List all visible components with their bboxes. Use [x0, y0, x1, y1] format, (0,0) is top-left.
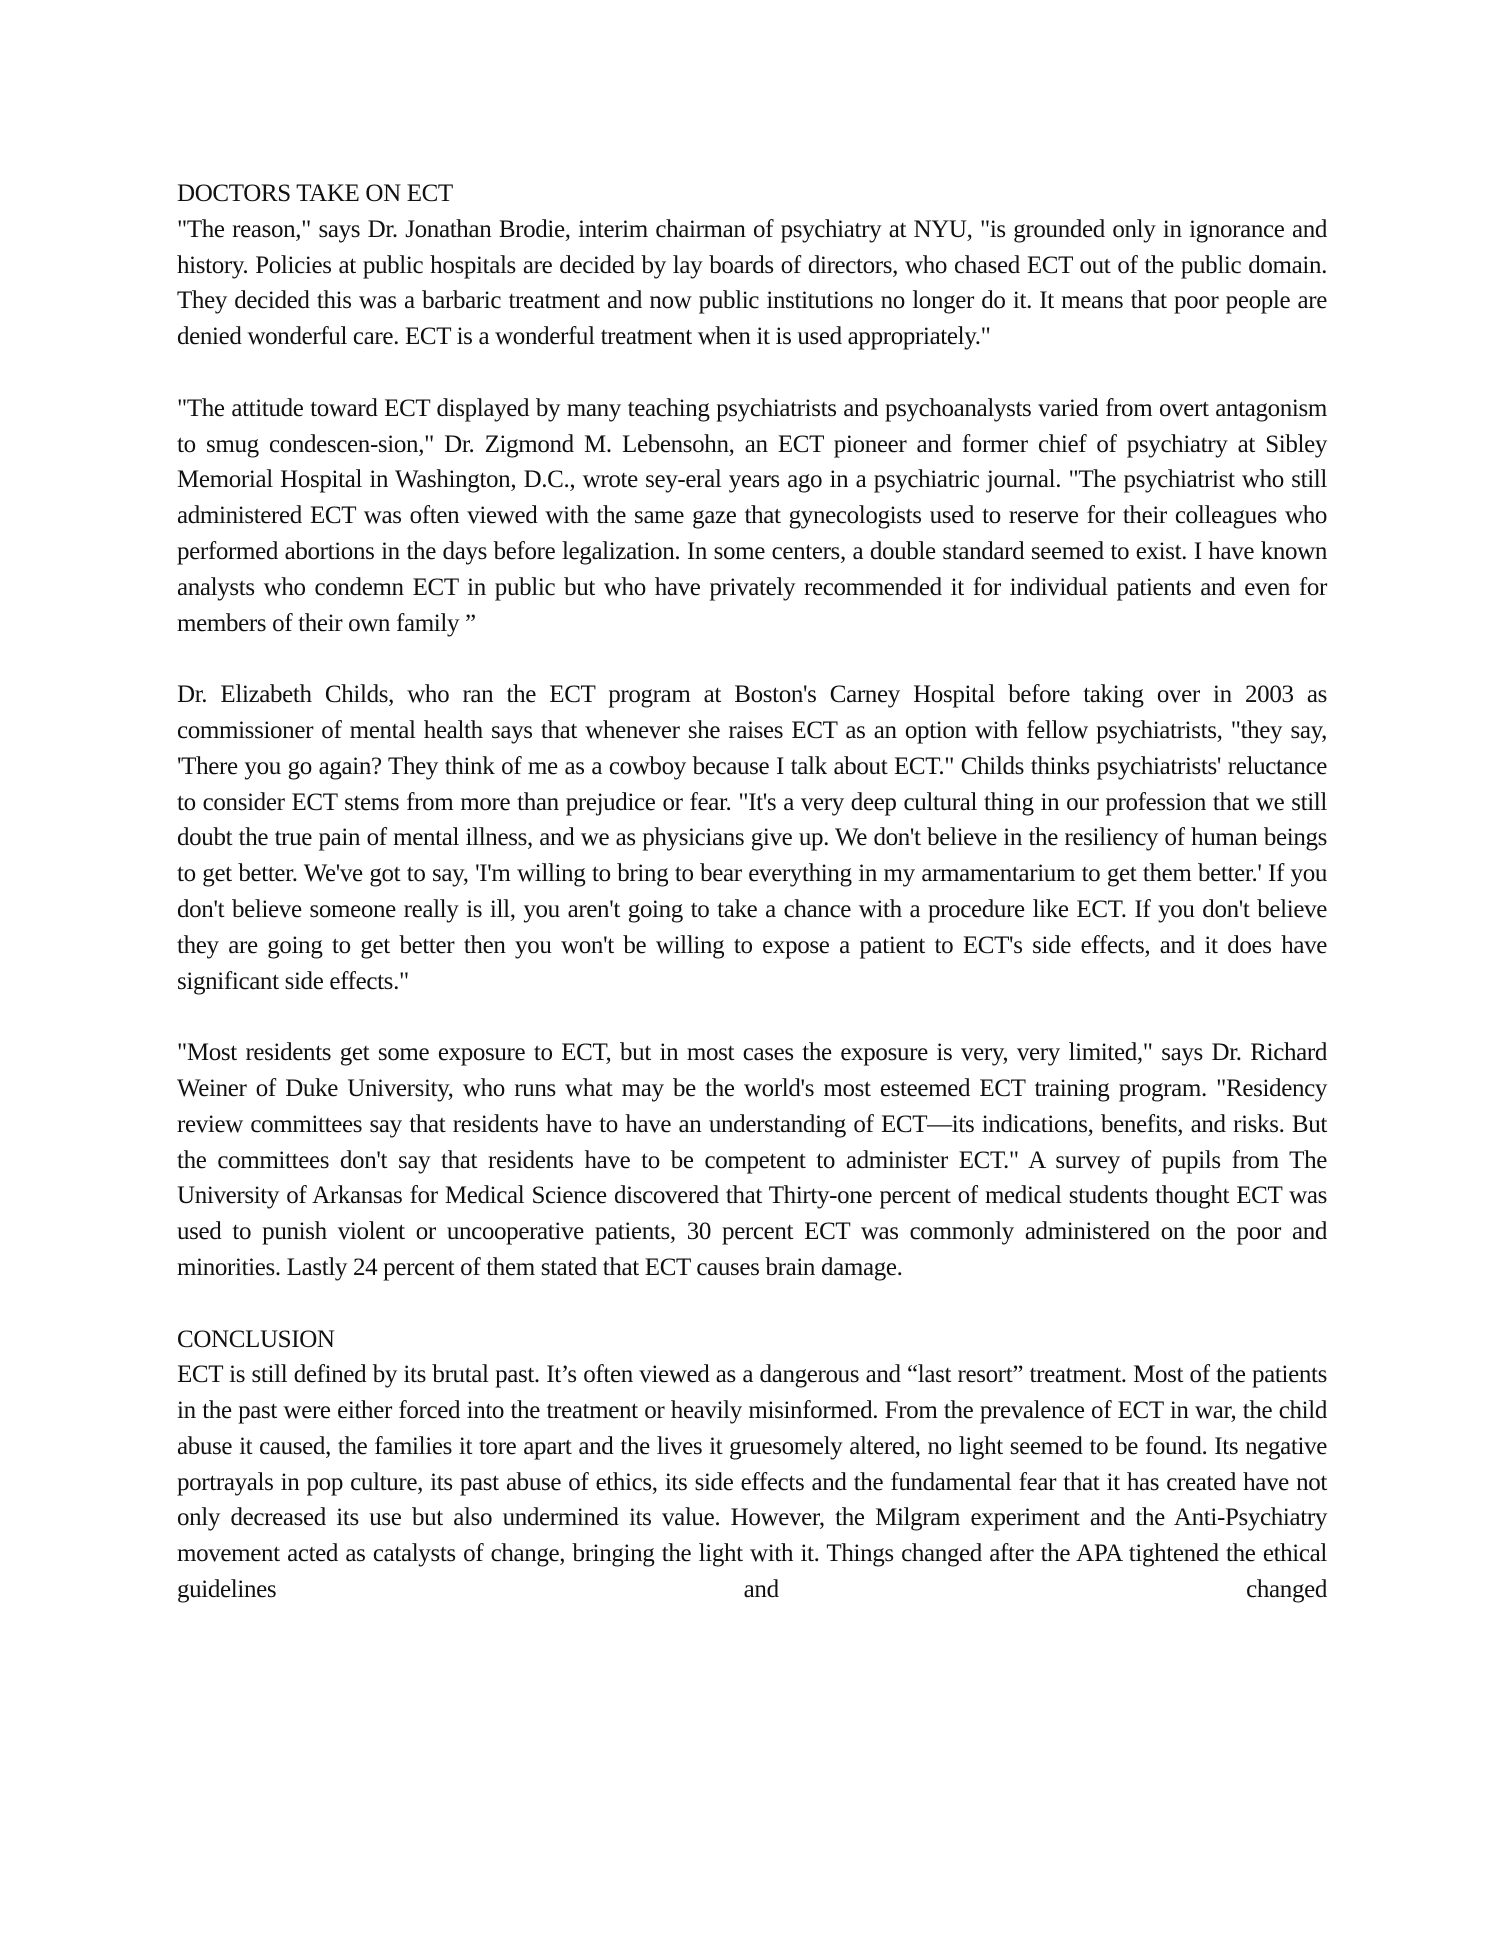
paragraph-childs-quote: Dr. Elizabeth Childs, who ran the ECT program at Boston's Carney Hospital before taking over in 2003 as commissioner of mental health says that whenever she raises ECT as an option with fellow psychiatrists, "they say, 'There you go again? They think of me as a cowboy because I talk about ECT." Childs thinks psychiatrists' reluctance to consider ECT stems from more than prejudice or fear. "It's a very deep cultural thing in our profession that we still doubt the true pain of mental illness, and we as physicians give up. We don't believe in the resiliency of human beings to get better. We've got to say, 'I'm willing to bring to bear everything in my armamentarium to get them better.' If you don't believe someone really is ill, you aren't going to take a chance with a procedure like ECT. If you don't believe they are going to get better then you won't be willing to expose a patient to ECT's side effects, and it does have significant side effects." [177, 681, 1327, 995]
paragraph-spacer [177, 1286, 1327, 1322]
paragraph-lebensohn-quote: "The attitude toward ECT displayed by many teaching psychiatrists and psychoanalysts varied from overt antagonism to smug condescen-sion," Dr. Zigmond M. Lebensohn, an ECT pioneer and former chief of psychiatry at Sibley Memorial Hospital in Washington, D.C., wrote sey-eral years ago in a psychiatric journal. "The psychiatrist who still administered ECT was often viewed with the same gaze that gynecologists used to reserve for their colleagues who performed abortions in the days before legalization. In some centers, a double standard seemed to exist. I have known analysts who condemn ECT in public but who have privately recommended it for individual patients and even for members of their own family ” [177, 394, 1327, 637]
paragraph-spacer [177, 999, 1327, 1035]
section-heading-conclusion: CONCLUSION [177, 1325, 335, 1353]
document-page [177, 176, 1327, 1608]
paragraph-spacer [177, 355, 1327, 391]
paragraph-brodie-quote: "The reason," says Dr. Jonathan Brodie, interim chairman of psychiatry at NYU, "is grounded only in ignorance and history. Policies at public hospitals are decided by lay boards of directors, who chased ECT out of the public domain. They decided this was a barbaric treatment and now public institutions no longer do it. It means that poor people are denied wonderful care. ECT is a wonderful treatment when it is used appropriately." [177, 215, 1327, 351]
paragraph-conclusion: ECT is still defined by its brutal past. It’s often viewed as a dangerous and “last resort” treatment. Most of the patients in the past were either forced into the treatment or heavily misinformed. From the prevalence of ECT in war, the child abuse it caused, the families it tore apart and the lives it gruesomely altered, no light seemed to be found. Its negative portrayals in pop culture, its past abuse of ethics, its side effects and the fundamental fear that it has created have not only decreased its use but also undermined its value. However, the Milgram experiment and the Anti-Psychiatry movement acted as catalysts of change, bringing the light with it. Things changed after the APA tightened the ethical guidelines and changed [177, 1361, 1327, 1604]
section-heading-doctors-take-on-ect: DOCTORS TAKE ON ECT [177, 180, 453, 207]
paragraph-spacer [177, 641, 1327, 677]
paragraph-weiner-quote: "Most residents get some exposure to ECT, but in most cases the exposure is very, very limited," says Dr. Richard Weiner of Duke University, who runs what may be the world's most esteemed ECT training program. "Residency review committees say that residents have to have an understanding of ECT—its indications, benefits, and risks. But the committees don't say that residents have to be competent to administer ECT." A survey of pupils from The University of Arkansas for Medical Science discovered that Thirty-one percent of medical students thought ECT was used to punish violent or uncooperative patients, 30 percent ECT was commonly administered on the poor and minorities. Lastly 24 percent of them stated that ECT causes brain damage. [177, 1039, 1327, 1281]
